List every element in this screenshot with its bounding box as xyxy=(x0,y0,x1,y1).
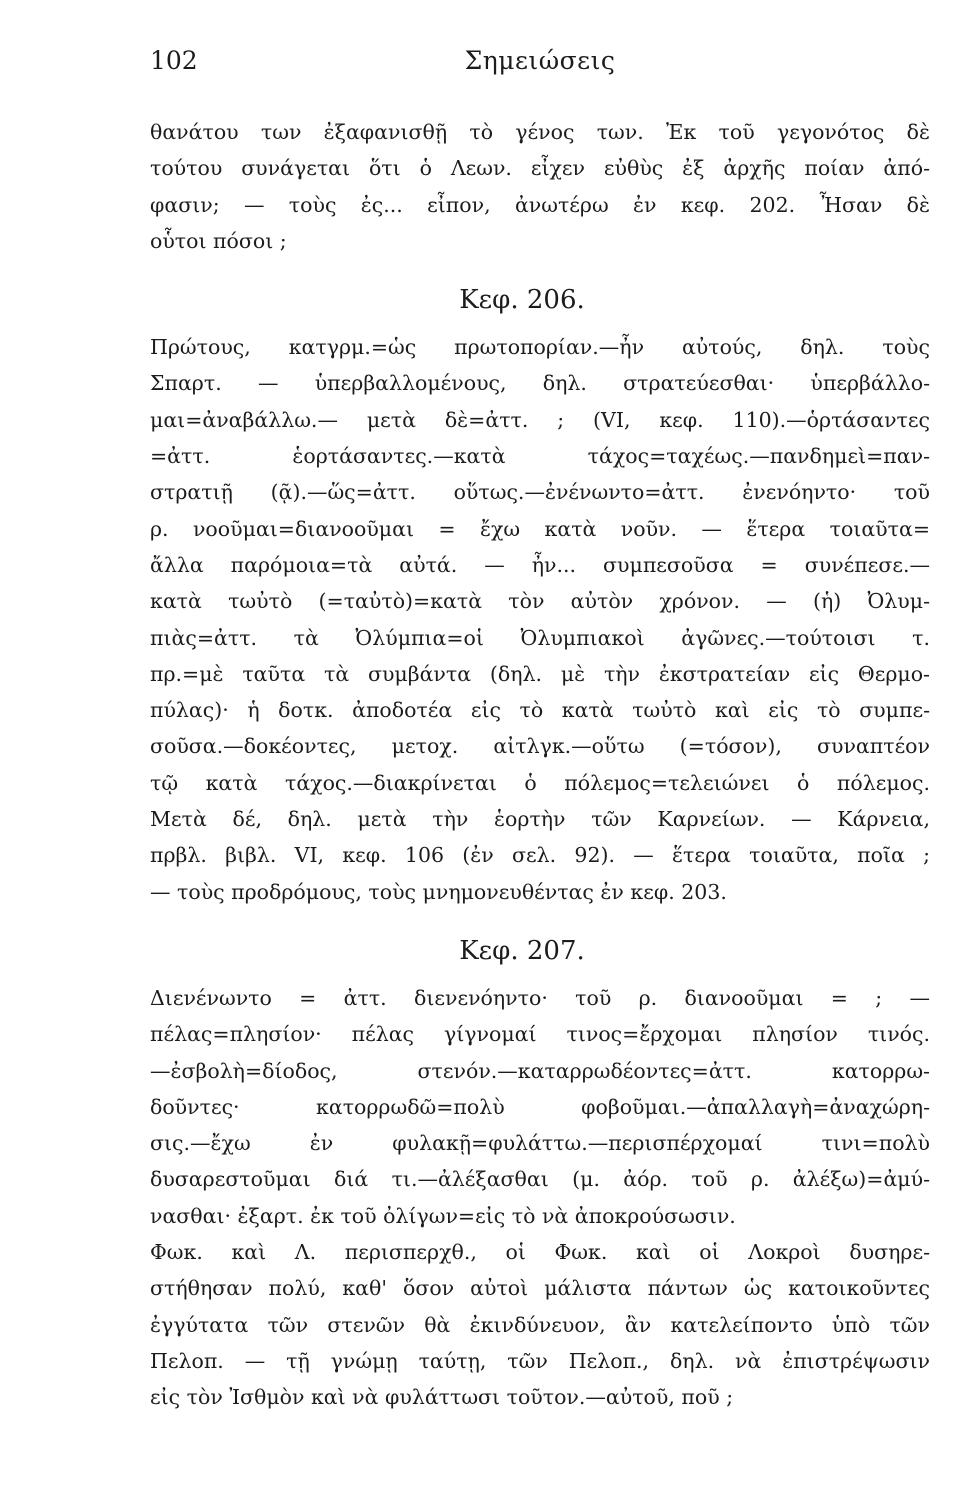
running-title: Σημειώσεις xyxy=(464,46,616,75)
text-line: —ἐσβολὴ=δίοδος, στενόν.—καταρρωδέοντες=ἀττ. κατορρω- xyxy=(150,1058,930,1083)
text-line: ἐγγύτατα τῶν στενῶν θὰ ἐκινδύνευον, ἂν κατελείποντο ὑπὸ τῶν xyxy=(150,1312,930,1337)
text-line: σις.—ἔχω ἐν φυλακῇ=φυλάττω.—περισπέρχομαί τινι=πολὺ xyxy=(150,1131,930,1156)
paragraph-intro xyxy=(150,114,930,259)
text-line: θανάτου των ἐξαφανισθῇ τὸ γένος των. Ἐκ τοῦ γεγονότος δὲ xyxy=(150,120,930,144)
chapter-heading-207: Κεφ. 207. xyxy=(459,935,585,966)
text-line: πιὰς=ἀττ. τὰ Ὀλύμπια=οἱ Ὀλυμπιακοὶ ἀγῶνες.—τούτοισι τ. xyxy=(150,625,930,650)
text-line: μαι=ἀναβάλλω.— μετὰ δὲ=ἀττ. ; (VI, κεφ. 110).—ὁρτάσαντες xyxy=(150,407,930,432)
text-line: Σπαρτ. — ὑπερβαλλομένους, δηλ. στρατεύεσθαι· ὑπερβάλλο- xyxy=(150,371,930,396)
text-line: πρβλ. βιβλ. VI, κεφ. 106 (ἐν σελ. 92). — ἕτερα τοιαῦτα, ποῖα ; xyxy=(150,843,930,868)
running-head xyxy=(150,46,930,86)
text-line: =ἀττ. ἑορτάσαντες.—κατὰ τάχος=ταχέως.—πανδημεὶ=παν- xyxy=(150,444,930,469)
text-line: φασιν; — τοὺς ἐς... εἶπον, ἀνωτέρω ἐν κεφ. 202. Ἦσαν δὲ xyxy=(150,192,930,217)
text-body xyxy=(150,114,930,1416)
text-line: δυσαρεστοῦμαι διά τι.—ἀλέξασθαι (μ. ἀόρ. τοῦ ρ. ἀλέξω)=ἀμύ- xyxy=(150,1167,930,1192)
text-line: πρ.=μὲ ταῦτα τὰ συμβάντα (δηλ. μὲ τὴν ἐκστρατείαν εἰς Θερμο- xyxy=(150,661,930,686)
text-line: ἄλλα παρόμοια=τὰ αὐτά. — ἦν... συμπεσοῦσα = συνέπεσε.— xyxy=(150,552,930,577)
text-line: ρ. νοοῦμαι=διανοοῦμαι = ἔχω κατὰ νοῦν. — ἕτερα τοιαῦτα= xyxy=(150,516,930,541)
chapter-heading-206: Κεφ. 206. xyxy=(459,285,585,316)
text-line: νασθαι· ἐξαρτ. ἐκ τοῦ ὀλίγων=εἰς τὸ νὰ ἀποκρούσωσιν. xyxy=(150,1203,736,1228)
text-line: δοῦντες· κατορρωδῶ=πολὺ φοβοῦμαι.—ἀπαλλαγὴ=ἀναχώρη- xyxy=(150,1094,930,1119)
text-line: οὗτοι πόσοι ; xyxy=(150,228,287,253)
text-line: Διενένωντο = ἀττ. διενενόηντο· τοῦ ρ. διανοοῦμαι = ; — xyxy=(150,985,930,1010)
text-line: Φωκ. καὶ Λ. περισπερχθ., οἱ Φωκ. καὶ οἱ Λοκροὶ δυσηρε- xyxy=(150,1240,930,1265)
text-line: πέλας=πλησίον· πέλας γίγνομαί τινος=ἔρχομαι πλησίον τινός. xyxy=(150,1022,930,1047)
text-line: σοῦσα.—δοκέοντες, μετοχ. αἰτλγκ.—οὕτω (=τόσον), συναπτέον xyxy=(150,734,930,759)
paragraph-phocians xyxy=(150,1234,930,1415)
page-number: 102 xyxy=(150,46,198,75)
paragraph-chapter-206 xyxy=(150,329,930,910)
text-line: στρατιῇ (ᾷ).—ὥς=ἀττ. οὕτως.—ἐνένωντο=ἀττ. ἐνενόηντο· τοῦ xyxy=(150,480,930,505)
text-line: Μετὰ δέ, δηλ. μετὰ τὴν ἑορτὴν τῶν Καρνείων. — Κάρνεια, xyxy=(150,807,930,832)
text-line: τούτου συνάγεται ὅτι ὁ Λεων. εἶχεν εὐθὺς ἐξ ἀρχῆς ποίαν ἀπό- xyxy=(150,156,930,181)
text-line: κατὰ τωὐτὸ (=ταὐτὸ)=κατὰ τὸν αὐτὸν χρόνον. — (ἡ) Ὀλυμ- xyxy=(150,589,930,614)
text-line: Πρώτους, κατγρμ.=ὡς πρωτοπορίαν.—ἦν αὐτούς, δηλ. τοὺς xyxy=(150,335,930,360)
text-line: Πελοπ. — τῇ γνώμῃ ταύτῃ, τῶν Πελοπ., δηλ. νὰ ἐπιστρέψωσιν xyxy=(150,1348,930,1373)
text-line: εἰς τὸν Ἰσθμὸν καὶ νὰ φυλάττωσι τοῦτον.—αὐτοῦ, ποῦ ; xyxy=(150,1385,734,1410)
text-line: πύλας)· ἡ δοτκ. ἀποδοτέα εἰς τὸ κατὰ τωὐτὸ καὶ εἰς τὸ συμπε- xyxy=(150,698,930,723)
text-line: στήθησαν πολύ, καθ' ὅσον αὐτοὶ μάλιστα πάντων ὡς κατοικοῦντες xyxy=(150,1276,930,1301)
text-line: — τοὺς προδρόμους, τοὺς μνημονευθέντας ἐν κεφ. 203. xyxy=(150,879,727,904)
text-line: τῷ κατὰ τάχος.—διακρίνεται ὁ πόλεμος=τελειώνει ὁ πόλεμος. xyxy=(150,770,930,795)
paragraph-chapter-207 xyxy=(150,980,930,1234)
